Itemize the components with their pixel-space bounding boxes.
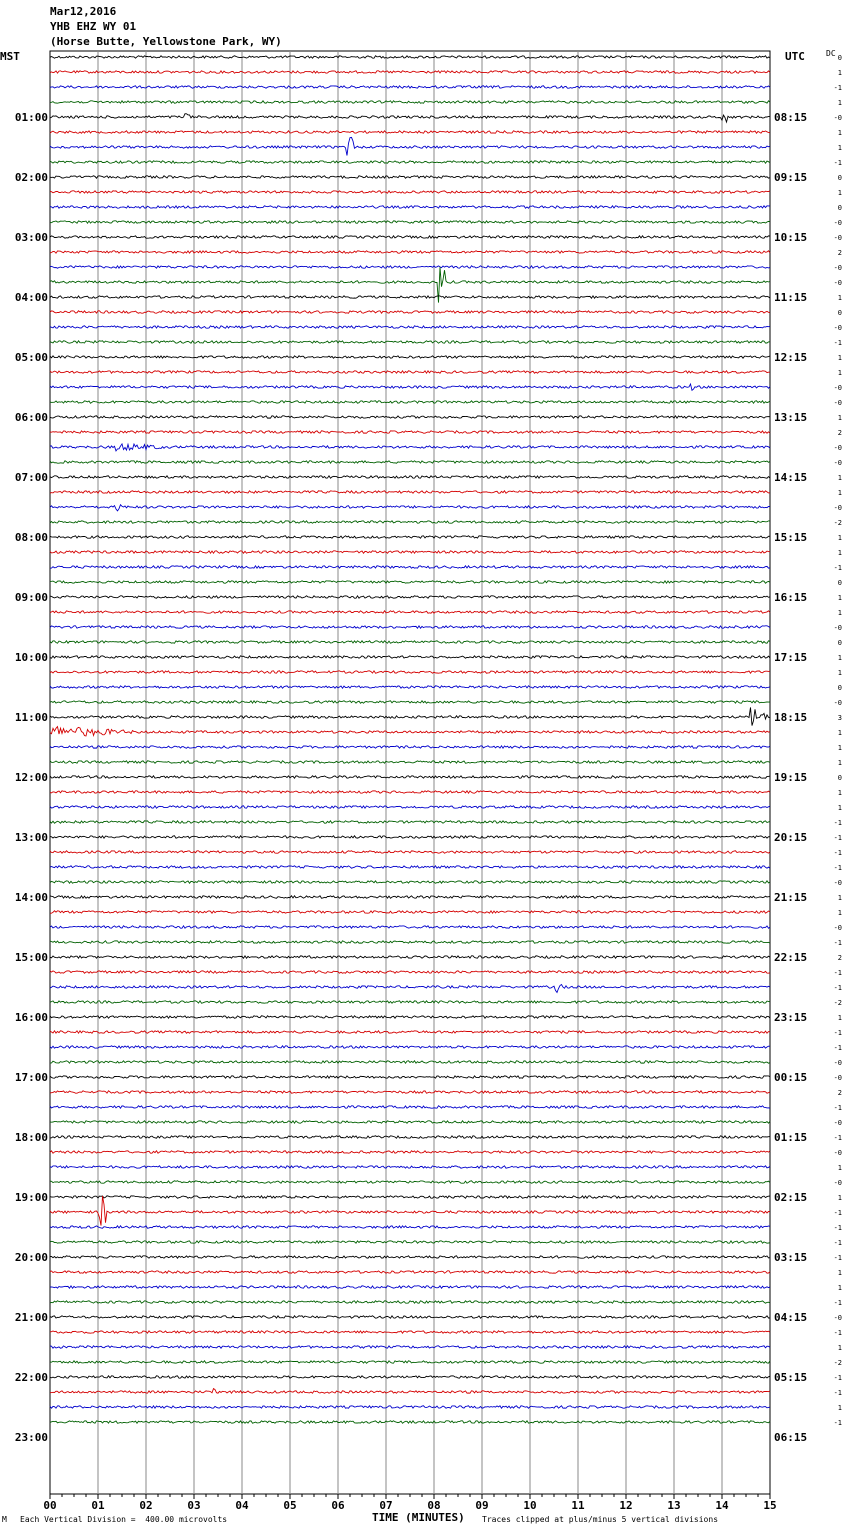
dc-offset-label: -0 xyxy=(833,234,842,242)
trace-row xyxy=(50,956,770,958)
left-hour-label: 12:00 xyxy=(14,771,48,784)
dc-offset-label: -0 xyxy=(833,399,842,407)
dc-offset-label: 0 xyxy=(837,579,842,587)
left-hour-label: 23:00 xyxy=(14,1431,48,1444)
dc-offset-label: 1 xyxy=(837,534,842,542)
dc-offset-label: 1 xyxy=(837,594,842,602)
left-hour-label: 15:00 xyxy=(14,951,48,964)
dc-offset-label: -1 xyxy=(833,969,842,977)
dc-offset-label: 0 xyxy=(837,174,842,182)
trace-row xyxy=(50,1256,770,1258)
trace-row xyxy=(50,611,770,613)
dc-offset-label: -1 xyxy=(833,819,842,827)
dc-offset-label: -1 xyxy=(833,1209,842,1217)
left-hour-label: 14:00 xyxy=(14,891,48,904)
x-tick-label: 15 xyxy=(763,1499,777,1512)
trace-row xyxy=(50,551,770,553)
dc-offset-label: 1 xyxy=(837,759,842,767)
right-hour-label: 02:15 xyxy=(774,1191,808,1204)
left-hour-label: 05:00 xyxy=(14,351,48,364)
trace-row xyxy=(50,161,770,163)
trace-row xyxy=(50,1121,770,1123)
dc-offset-label: 1 xyxy=(837,549,842,557)
dc-offset-label: 0 xyxy=(837,204,842,212)
right-hour-label: 09:15 xyxy=(774,171,808,184)
trace-row xyxy=(50,371,770,373)
trace-row xyxy=(50,221,770,223)
trace-row xyxy=(50,985,770,993)
right-hour-label: 13:15 xyxy=(774,411,808,424)
dc-offset-label: 2 xyxy=(837,429,842,437)
left-hour-label: 13:00 xyxy=(14,831,48,844)
x-tick-label: 04 xyxy=(235,1499,249,1512)
right-hour-label: 00:15 xyxy=(774,1071,808,1084)
right-hour-label: 05:15 xyxy=(774,1371,808,1384)
dc-offset-label: -0 xyxy=(833,699,842,707)
dc-offset-label: -0 xyxy=(833,279,842,287)
left-hour-label: 22:00 xyxy=(14,1371,48,1384)
trace-row xyxy=(50,896,770,898)
dc-offset-label: 1 xyxy=(837,654,842,662)
trace-row xyxy=(50,1196,770,1226)
corner-mark: M xyxy=(2,1515,7,1524)
trace-row xyxy=(50,491,770,493)
trace-row xyxy=(50,1061,770,1063)
x-tick-label: 10 xyxy=(523,1499,537,1512)
dc-offset-label: 2 xyxy=(837,1089,842,1097)
trace-row xyxy=(50,746,770,748)
right-hour-label: 01:15 xyxy=(774,1131,808,1144)
trace-row xyxy=(50,251,770,253)
trace-row xyxy=(50,596,770,598)
dc-offset-label: -0 xyxy=(833,219,842,227)
trace-row xyxy=(50,656,770,658)
dc-offset-label: -0 xyxy=(833,1119,842,1127)
left-hour-label: 02:00 xyxy=(14,171,48,184)
left-timezone-label: MST xyxy=(0,50,20,63)
trace-row xyxy=(50,1196,770,1198)
trace-row xyxy=(50,1301,770,1303)
dc-offset-label: 0 xyxy=(837,639,842,647)
chart-location: (Horse Butte, Yellowstone Park, WY) xyxy=(50,35,282,48)
left-hour-label: 21:00 xyxy=(14,1311,48,1324)
trace-row xyxy=(50,1031,770,1033)
trace-row xyxy=(50,1241,770,1243)
right-hour-label: 08:15 xyxy=(774,111,808,124)
dc-offset-label: -1 xyxy=(833,564,842,572)
trace-row xyxy=(50,926,770,928)
dc-offset-label: 1 xyxy=(837,1404,842,1412)
right-hour-label: 16:15 xyxy=(774,591,808,604)
dc-offset-label: -2 xyxy=(833,519,842,527)
x-tick-label: 05 xyxy=(283,1499,297,1512)
trace-row xyxy=(50,776,770,778)
dc-offset-label: 1 xyxy=(837,1269,842,1277)
trace-row xyxy=(50,505,770,511)
trace-row xyxy=(50,131,770,133)
dc-offset-label: -0 xyxy=(833,264,842,272)
trace-row xyxy=(50,1316,770,1318)
trace-row xyxy=(50,836,770,838)
dc-offset-label: 0 xyxy=(837,309,842,317)
dc-offset-label: -0 xyxy=(833,924,842,932)
x-tick-label: 00 xyxy=(43,1499,57,1512)
right-hour-label: 04:15 xyxy=(774,1311,808,1324)
trace-row xyxy=(50,911,770,913)
chart-date: Mar12,2016 xyxy=(50,5,117,18)
trace-row xyxy=(50,206,770,208)
trace-row xyxy=(50,1136,770,1138)
trace-row xyxy=(50,296,770,298)
dc-offset-label: 1 xyxy=(837,489,842,497)
left-hour-label: 16:00 xyxy=(14,1011,48,1024)
trace-row xyxy=(50,1406,770,1408)
dc-offset-label: 1 xyxy=(837,1344,842,1352)
left-hour-label: 10:00 xyxy=(14,651,48,664)
left-hour-label: 08:00 xyxy=(14,531,48,544)
dc-offset-label: 1 xyxy=(837,909,842,917)
trace-row xyxy=(50,341,770,343)
left-hour-label: 03:00 xyxy=(14,231,48,244)
dc-offset-label: -0 xyxy=(833,1059,842,1067)
dc-offset-label: -0 xyxy=(833,624,842,632)
trace-row xyxy=(50,236,770,238)
dc-offset-label: 1 xyxy=(837,354,842,362)
dc-offset-label: -2 xyxy=(833,999,842,1007)
dc-offset-label: -1 xyxy=(833,1329,842,1337)
dc-offset-label: 0 xyxy=(837,54,842,62)
dc-offset-label: 1 xyxy=(837,1014,842,1022)
dc-offset-label: -1 xyxy=(833,1419,842,1427)
trace-row xyxy=(50,71,770,73)
dc-offset-label: -1 xyxy=(833,849,842,857)
dc-offset-label: 1 xyxy=(837,294,842,302)
x-tick-label: 07 xyxy=(379,1499,393,1512)
trace-row xyxy=(50,191,770,193)
left-hour-label: 18:00 xyxy=(14,1131,48,1144)
dc-offset-label: -1 xyxy=(833,84,842,92)
dc-offset-label: 1 xyxy=(837,609,842,617)
left-hour-label: 20:00 xyxy=(14,1251,48,1264)
x-tick-label: 03 xyxy=(187,1499,201,1512)
dc-offset-label: -1 xyxy=(833,339,842,347)
trace-row xyxy=(50,444,770,451)
trace-row xyxy=(50,311,770,313)
dc-offset-label: -2 xyxy=(833,1359,842,1367)
x-tick-label: 08 xyxy=(427,1499,441,1512)
dc-offset-label: -1 xyxy=(833,834,842,842)
trace-row xyxy=(50,1389,770,1394)
left-hour-label: 07:00 xyxy=(14,471,48,484)
left-hour-label: 19:00 xyxy=(14,1191,48,1204)
dc-offset-label: -0 xyxy=(833,1074,842,1082)
dc-offset-label: -1 xyxy=(833,1044,842,1052)
trace-row xyxy=(50,476,770,478)
trace-row xyxy=(50,581,770,583)
trace-row xyxy=(50,1106,770,1108)
dc-offset-label: -0 xyxy=(833,1314,842,1322)
trace-row xyxy=(50,384,770,390)
trace-row xyxy=(50,1286,770,1288)
right-timezone-label: UTC xyxy=(785,50,805,63)
dc-offset-label: -1 xyxy=(833,1134,842,1142)
dc-offset-label: 1 xyxy=(837,804,842,812)
dc-offset-label: 1 xyxy=(837,369,842,377)
x-tick-label: 02 xyxy=(139,1499,153,1512)
dc-offset-label: 1 xyxy=(837,129,842,137)
trace-row xyxy=(50,1181,770,1183)
dc-offset-label: 2 xyxy=(837,954,842,962)
trace-row xyxy=(50,671,770,673)
dc-offset-label: -1 xyxy=(833,159,842,167)
x-tick-label: 13 xyxy=(667,1499,681,1512)
right-hour-label: 03:15 xyxy=(774,1251,808,1264)
left-hour-label: 17:00 xyxy=(14,1071,48,1084)
left-hour-label: 04:00 xyxy=(14,291,48,304)
right-hour-label: 23:15 xyxy=(774,1011,808,1024)
dc-offset-label: 1 xyxy=(837,669,842,677)
dc-offset-label: 1 xyxy=(837,189,842,197)
dc-offset-label: 2 xyxy=(837,249,842,257)
dc-offset-label: -1 xyxy=(833,939,842,947)
dc-offset-label: 1 xyxy=(837,744,842,752)
dc-offset-label: 1 xyxy=(837,894,842,902)
dc-offset-label: -1 xyxy=(833,1224,842,1232)
dc-header: DC xyxy=(826,49,836,58)
x-axis-label: TIME (MINUTES) xyxy=(372,1511,465,1524)
dc-offset-label: -0 xyxy=(833,1179,842,1187)
dc-offset-label: -1 xyxy=(833,864,842,872)
trace-row xyxy=(50,1091,770,1093)
dc-offset-label: 1 xyxy=(837,729,842,737)
chart-station: YHB EHZ WY 01 xyxy=(50,20,137,33)
x-tick-label: 14 xyxy=(715,1499,729,1512)
scale-note: Each Vertical Division = 400.00 microvolts xyxy=(20,1515,228,1524)
trace-row xyxy=(50,727,770,736)
trace-row xyxy=(50,431,770,433)
dc-offset-label: -1 xyxy=(833,1104,842,1112)
trace-row xyxy=(50,761,770,763)
right-hour-label: 06:15 xyxy=(774,1431,808,1444)
dc-offset-label: 1 xyxy=(837,1164,842,1172)
right-hour-label: 15:15 xyxy=(774,531,808,544)
x-tick-label: 11 xyxy=(571,1499,585,1512)
trace-row xyxy=(50,701,770,703)
right-hour-label: 21:15 xyxy=(774,891,808,904)
right-hour-label: 14:15 xyxy=(774,471,808,484)
trace-row xyxy=(50,356,770,358)
trace-row xyxy=(50,536,770,538)
dc-offset-label: 1 xyxy=(837,414,842,422)
trace-row xyxy=(50,326,770,328)
dc-offset-label: -0 xyxy=(833,504,842,512)
trace-row xyxy=(50,101,770,103)
trace-row xyxy=(50,1151,770,1153)
x-tick-label: 01 xyxy=(91,1499,105,1512)
trace-row xyxy=(50,1346,770,1348)
right-hour-label: 22:15 xyxy=(774,951,808,964)
dc-offset-label: 1 xyxy=(837,99,842,107)
trace-row xyxy=(50,1376,770,1378)
clip-note: Traces clipped at plus/minus 5 vertical divisions xyxy=(482,1515,719,1524)
trace-row xyxy=(50,176,770,178)
dc-offset-label: -1 xyxy=(833,1029,842,1037)
right-hour-label: 10:15 xyxy=(774,231,808,244)
trace-row xyxy=(50,881,770,883)
trace-row xyxy=(50,137,770,155)
left-hour-label: 09:00 xyxy=(14,591,48,604)
trace-row xyxy=(50,416,770,418)
trace-row xyxy=(50,941,770,943)
right-hour-label: 12:15 xyxy=(774,351,808,364)
trace-row xyxy=(50,971,770,973)
trace-row xyxy=(50,266,770,268)
trace-row xyxy=(50,86,770,88)
trace-row xyxy=(50,866,770,868)
dc-offset-label: 1 xyxy=(837,1194,842,1202)
right-hour-label: 19:15 xyxy=(774,771,808,784)
dc-offset-label: 0 xyxy=(837,774,842,782)
trace-row xyxy=(50,1046,770,1048)
left-hour-label: 11:00 xyxy=(14,711,48,724)
dc-offset-label: 1 xyxy=(837,474,842,482)
trace-row xyxy=(50,56,770,58)
trace-row xyxy=(50,806,770,808)
x-tick-label: 06 xyxy=(331,1499,345,1512)
dc-offset-label: -0 xyxy=(833,444,842,452)
trace-row xyxy=(50,1016,770,1018)
dc-offset-label: 0 xyxy=(837,684,842,692)
right-hour-label: 20:15 xyxy=(774,831,808,844)
dc-offset-label: -1 xyxy=(833,1254,842,1262)
dc-offset-label: -0 xyxy=(833,879,842,887)
trace-row xyxy=(50,626,770,628)
trace-row xyxy=(50,401,770,403)
dc-offset-label: -0 xyxy=(833,384,842,392)
dc-offset-label: -0 xyxy=(833,324,842,332)
trace-row xyxy=(50,566,770,568)
trace-row xyxy=(50,791,770,793)
x-tick-label: 09 xyxy=(475,1499,489,1512)
right-hour-label: 11:15 xyxy=(774,291,808,304)
trace-row xyxy=(50,521,770,523)
trace-row xyxy=(50,114,770,122)
trace-row xyxy=(50,1226,770,1228)
dc-offset-label: -1 xyxy=(833,984,842,992)
dc-offset-label: 3 xyxy=(837,714,842,722)
dc-offset-label: 1 xyxy=(837,69,842,77)
trace-row xyxy=(50,851,770,853)
dc-offset-label: -0 xyxy=(833,1149,842,1157)
dc-offset-label: 1 xyxy=(837,144,842,152)
trace-row xyxy=(50,821,770,823)
left-hour-label: 01:00 xyxy=(14,111,48,124)
right-hour-label: 18:15 xyxy=(774,711,808,724)
trace-row xyxy=(50,461,770,463)
dc-offset-label: 1 xyxy=(837,1284,842,1292)
dc-offset-label: -1 xyxy=(833,1389,842,1397)
x-tick-label: 12 xyxy=(619,1499,633,1512)
trace-row xyxy=(50,1001,770,1003)
left-hour-label: 06:00 xyxy=(14,411,48,424)
dc-offset-label: -0 xyxy=(833,459,842,467)
dc-offset-label: -1 xyxy=(833,1239,842,1247)
trace-row xyxy=(50,1271,770,1273)
trace-row xyxy=(50,707,770,725)
dc-offset-label: -1 xyxy=(833,1374,842,1382)
trace-row xyxy=(50,1076,770,1078)
dc-offset-label: 1 xyxy=(837,789,842,797)
trace-row xyxy=(50,686,770,688)
trace-row xyxy=(50,1331,770,1333)
dc-offset-label: -0 xyxy=(833,114,842,122)
trace-row xyxy=(50,641,770,643)
dc-offset-label: -1 xyxy=(833,1299,842,1307)
trace-row xyxy=(50,1361,770,1363)
right-hour-label: 17:15 xyxy=(774,651,808,664)
trace-row xyxy=(50,1421,770,1423)
trace-row xyxy=(50,1166,770,1168)
